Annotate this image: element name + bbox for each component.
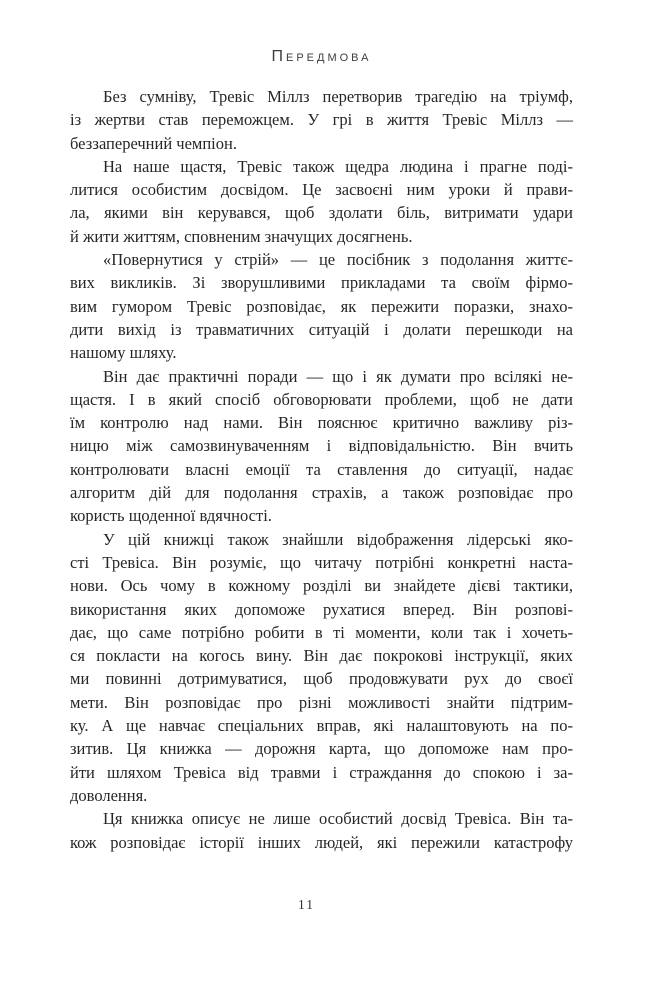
paragraph (70, 85, 573, 155)
paragraph-line: Він дає практичні поради — що і як думати про всілякі не- (103, 366, 573, 386)
paragraph-line: литися особистим досвідом. Це засвоєні ним уроки й прави- (70, 180, 573, 200)
paragraph-line: алгоритм дій для подолання страхів, а також розповідає про (70, 483, 573, 503)
paragraph-line: використання яких допоможе рухатися вперед. Він розпові- (70, 599, 573, 619)
paragraph-line: сті Тревіса. Він розуміє, що читачу потрібні конкретні наста- (70, 552, 573, 572)
paragraph-line: Без сумніву, Тревіс Міллз перетворив трагедію на тріумф, (103, 87, 573, 106)
page-number: 11 (298, 897, 315, 912)
paragraph-line: нашому шляху. (70, 343, 177, 363)
paragraph-line: ми повинні дотримуватися, щоб продовжувати рух до своєї (70, 669, 573, 689)
paragraph (70, 807, 573, 854)
paragraph-line: дає, що саме потрібно робити в ті моменти, коли так і хочеть- (70, 622, 573, 642)
paragraph-line: йти шляхом Тревіса від травми і страждання до спокою і за- (70, 762, 573, 782)
paragraph-line: ла, якими він керувався, щоб здолати біль, витримати удари (70, 203, 573, 223)
paragraph-line: із жертви став переможцем. У грі в життя Тревіс Міллз — (70, 110, 573, 130)
paragraph-line: нови. Ось чому в кожному розділі ви знайдете дієві тактики, (70, 576, 573, 596)
paragraph-line: «Повернутися у стрій» — це посібник з подолання життє- (103, 250, 573, 270)
paragraph-line: ницю між самозвинуваченням і відповідальністю. Він вчить (70, 436, 573, 456)
paragraph-line: беззаперечний чемпіон. (70, 133, 237, 153)
paragraph-line: вих викликів. Зі зворушливими прикладами та своїм фірмо- (70, 273, 573, 293)
paragraph (70, 248, 573, 364)
paragraph-line: контролювати власні емоції та ставлення до ситуації, надає (70, 459, 573, 479)
paragraph-line: ся покласти на когось вину. Він дає покрокові інструкції, яких (70, 646, 573, 666)
paragraph-line: щастя. І в який спосіб обговорювати проблеми, щоб не дати (70, 389, 573, 409)
paragraph (70, 528, 573, 808)
paragraph-line: й жити життям, сповненим значущих досягнень. (70, 226, 413, 246)
paragraph-line: ку. А ще навчає спеціальних вправ, які налаштовують на по- (70, 716, 573, 736)
paragraph-line: Ця книжка описує не лише особистий досвід Тревіса. Він та- (103, 809, 573, 829)
paragraph-line: доволення. (70, 785, 148, 805)
paragraph (70, 365, 573, 528)
paragraph-line: кож розповідає історії інших людей, які пережили катастрофу (70, 832, 573, 852)
paragraph-line: дити вихід із травматичних ситуацій і долати перешкоди на (70, 319, 573, 339)
paragraph-line: У цій книжці також знайшли відображення лідерські яко- (103, 529, 573, 549)
body-text (70, 85, 573, 854)
paragraph (70, 155, 573, 248)
paragraph-line: їм контролю над нами. Він пояснює критично важливу різ- (70, 413, 573, 433)
paragraph-line: мети. Він розповідає про різні можливості знайти підтрим- (70, 692, 573, 712)
paragraph-line: вим гумором Тревіс розповідає, як пережити поразки, знахо- (70, 296, 573, 316)
chapter-header: Передмова (271, 48, 372, 65)
paragraph-line: На наше щастя, Тревіс також щедра людина і прагне поді- (103, 156, 573, 176)
paragraph-line: користь щоденної вдячності. (70, 506, 272, 526)
page-number-container (70, 896, 573, 914)
paragraph-line: зитив. Ця книжка — дорожня карта, що допоможе нам про- (70, 739, 573, 759)
